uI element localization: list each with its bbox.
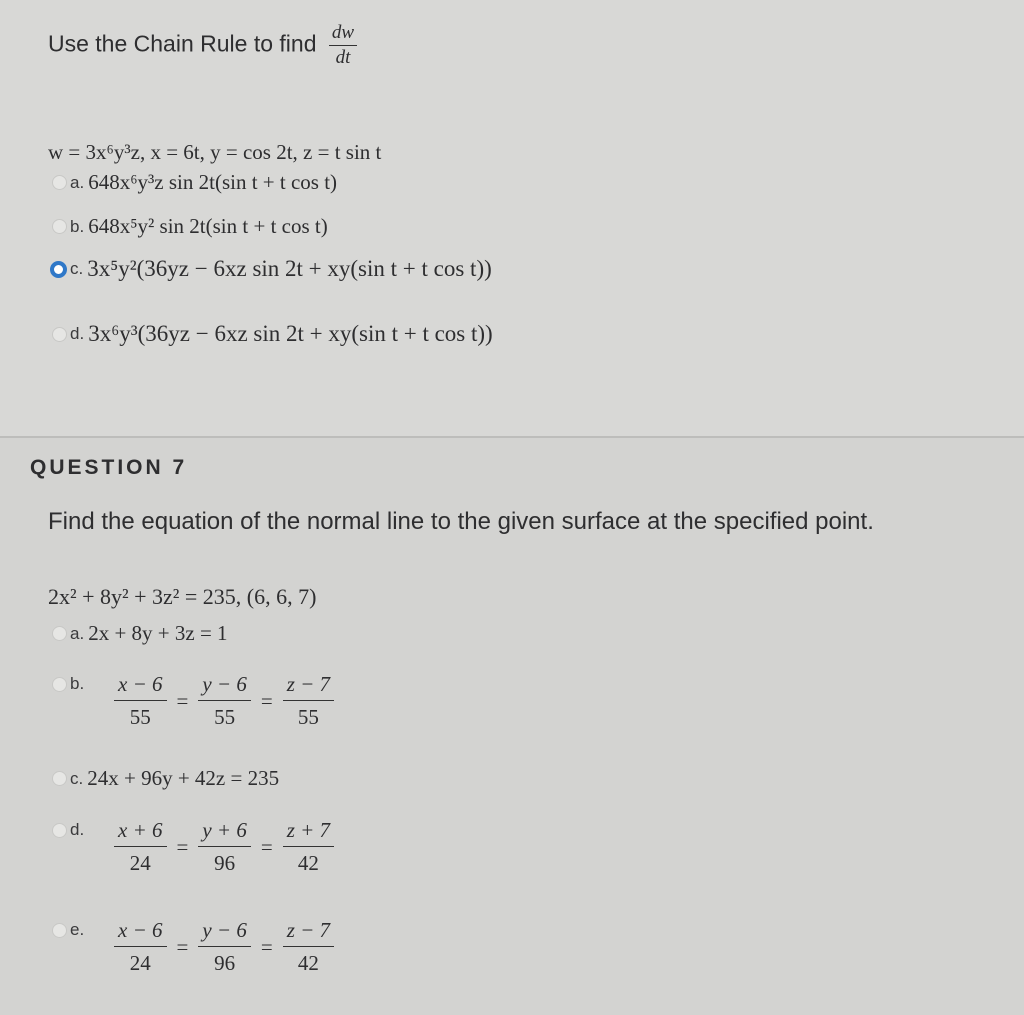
numerator: y − 6 — [198, 672, 251, 701]
radio-button-selected[interactable] — [50, 261, 67, 278]
equals-sign: = — [176, 688, 189, 713]
denominator: 96 — [214, 851, 236, 875]
question-6-stem — [48, 22, 357, 69]
fraction — [198, 818, 251, 876]
fraction-numerator: dw — [329, 22, 357, 46]
stem-text: Use the Chain Rule to find — [48, 30, 317, 57]
option-7b[interactable] — [52, 674, 88, 694]
numerator: x − 6 — [114, 918, 167, 947]
option-letter: a. — [70, 172, 85, 192]
option-expression: 648x⁵y² sin 2t(sin t + t cos t) — [88, 214, 328, 238]
radio-button[interactable] — [52, 677, 67, 692]
question-7-heading: QUESTION 7 — [30, 456, 188, 479]
question-7-section — [0, 438, 1024, 1015]
equals-sign: = — [176, 934, 189, 959]
question-7-text: Find the equation of the normal line to the given surface at the specified point. — [48, 508, 874, 535]
numerator: z − 7 — [283, 918, 334, 947]
denominator: 42 — [297, 851, 319, 875]
option-letter: e. — [70, 920, 85, 939]
radio-button[interactable] — [52, 175, 67, 190]
fraction — [114, 672, 167, 730]
equals-sign: = — [260, 934, 273, 959]
option-7d-equation — [108, 818, 340, 876]
option-letter: b. — [70, 674, 85, 693]
derivative-fraction — [329, 22, 357, 69]
option-expression: 3x⁶y³(36yz − 6xz sin 2t + xy(sin t + t cos t)) — [88, 321, 493, 346]
option-letter: d. — [70, 820, 85, 839]
radio-button[interactable] — [52, 823, 67, 838]
numerator: y + 6 — [198, 818, 251, 847]
radio-button[interactable] — [52, 771, 67, 786]
radio-button[interactable] — [52, 219, 67, 234]
numerator: z − 7 — [283, 672, 334, 701]
fraction-denominator: dt — [335, 47, 351, 68]
denominator: 55 — [214, 705, 236, 729]
numerator: z + 7 — [283, 818, 334, 847]
denominator: 55 — [297, 705, 319, 729]
question-7-given: 2x² + 8y² + 3z² = 235, (6, 6, 7) — [48, 584, 317, 609]
equals-sign: = — [176, 834, 189, 859]
radio-button[interactable] — [52, 923, 67, 938]
option-6a[interactable] — [52, 170, 337, 195]
option-7c[interactable] — [52, 766, 279, 791]
question-6-given: w = 3x⁶y³z, x = 6t, y = cos 2t, z = t sin t — [48, 140, 382, 164]
option-letter: d. — [70, 324, 85, 343]
option-letter: a. — [70, 623, 85, 643]
option-7a[interactable] — [52, 621, 228, 646]
denominator: 96 — [214, 951, 236, 975]
option-expression: 648x⁶y³z sin 2t(sin t + t cos t) — [88, 170, 338, 194]
numerator: x − 6 — [114, 672, 167, 701]
option-letter: c. — [70, 259, 84, 278]
fraction — [114, 918, 167, 976]
option-7d[interactable] — [52, 820, 88, 840]
numerator: y − 6 — [198, 918, 251, 947]
option-6d[interactable] — [52, 321, 493, 347]
fraction — [283, 918, 334, 976]
question-6-section — [0, 0, 1024, 436]
option-6c[interactable] — [50, 256, 492, 282]
option-7e[interactable] — [52, 920, 88, 940]
option-letter: c. — [70, 768, 84, 788]
radio-button[interactable] — [52, 327, 67, 342]
radio-button[interactable] — [52, 626, 67, 641]
option-expression: 3x⁵y²(36yz − 6xz sin 2t + xy(sin t + t cos t)) — [87, 256, 492, 281]
fraction — [198, 672, 251, 730]
numerator: x + 6 — [114, 818, 167, 847]
option-letter: b. — [70, 216, 85, 236]
denominator: 24 — [129, 951, 151, 975]
option-6b[interactable] — [52, 214, 328, 239]
denominator: 24 — [129, 851, 151, 875]
option-expression: 24x + 96y + 42z = 235 — [87, 766, 280, 790]
denominator: 42 — [297, 951, 319, 975]
fraction — [114, 818, 167, 876]
fraction — [198, 918, 251, 976]
option-7e-equation — [108, 918, 340, 976]
option-expression: 2x + 8y + 3z = 1 — [88, 621, 228, 645]
fraction — [283, 672, 334, 730]
denominator: 55 — [129, 705, 151, 729]
fraction — [283, 818, 334, 876]
equals-sign: = — [260, 688, 273, 713]
equals-sign: = — [260, 834, 273, 859]
option-7b-equation — [108, 672, 340, 730]
